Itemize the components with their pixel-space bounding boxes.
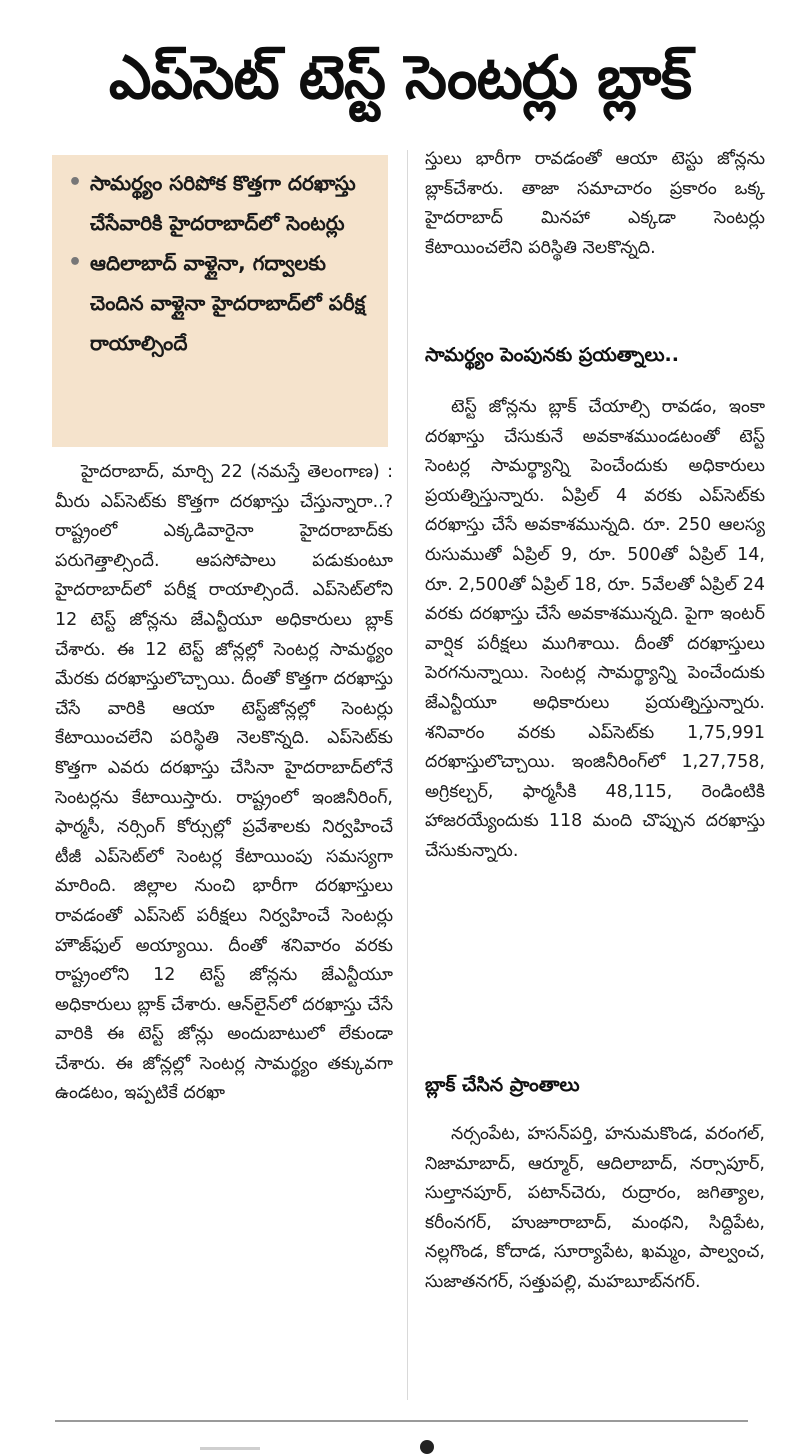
headline: ఎప్‌సెట్ టెస్ట్ సెంటర్లు బ్లాక్ <box>108 43 692 113</box>
capacity-text: టెస్ట్ జోన్లను బ్లాక్ చేయాల్సి రావడం, ఇంకా దరఖాస్తు చేసుకునే అవకాశముండటంతో టెస్ట్ సెంటర్ల సామర్థ్యాన్ని పెంచేందుకు అధికారులు ప్రయత్నిస్తున్నారు. ఏప్రిల్ 4 వరకు ఎప్‌సెట్‌కు దరఖాస్తు చేసే అవకాశమున్నది. రూ. 250 ఆలస్య రుసుముతో ఏప్రిల్ 9, రూ. 500తో ఏప్రిల్ 14, రూ. 2,500తో ఏప్రిల్ 18, రూ. 5వేలతో ఏప్రిల్ 24 వరకు దరఖాస్తు చేసే అవకాశమున్నది. పైగా ఇంటర్ వార్షిక పరీక్షలు ముగిశాయి. దీంతో దరఖాస్తులు పెరగనున్నాయి. సెంటర్ల సామర్థ్యాన్ని పెంచేందుకు జేఎన్టీయూ అధికారులు ప్రయత్నిస్తున్నారు. శనివారం వరకు ఎప్‌సెట్‌కు 1,75,991 దరఖాస్తులొచ్చాయి. ఇంజినీరింగ్‌లో 1,27,758, అగ్రికల్చర్, ఫార్మసీకి 48,115, రెండింటికి హాజరయ్యేందుకు 118 మంది చొప్పున దరఖాస్తు చేసుకున్నారు. <box>425 397 765 861</box>
highlight-text: ఆదిలాబాద్ వాళ్లైనా, గద్వాలకు చెందిన వాళ్లైనా హైదరాబాద్‌లో పరీక్ష రాయాల్సిందే <box>90 251 366 355</box>
left-column-text: హైదరాబాద్, మార్చి 22 (నమస్తే తెలంగాణ) : మీరు ఎప్‌సెట్‌కు కొత్తగా దరఖాస్తు చేస్తున్నారా..? రాష్ట్రంలో ఎక్కడివారైనా హైదరాబాద్‌కు పరుగెత్తాల్సిందే. ఆపసోపాలు పడుకుంటూ హైదరాబాద్‌లో పరీక్ష రాయాల్సిందే. ఎప్‌సెట్‌లోని 12 టెస్ట్ జోన్లను జేఎన్టీయూ అధికారులు బ్లాక్ చేశారు. ఈ 12 టెస్ట్ జోన్లల్లో సెంటర్ల సామర్థ్యం మేరకు దరఖాస్తులొచ్చాయి. దీంతో కొత్తగా దరఖాస్తు చేసే వారికి ఆయా టెస్ట్‌జోన్లల్లో సెంటర్లు కేటాయించలేని పరిస్థితి నెలకొన్నది. ఎప్‌సెట్‌కు కొత్తగా ఎవరు దరఖాస్తు చేసినా హైదరాబాద్‌లోనే సెంటర్లను కేటాయిస్తారు. రాష్ట్రంలో ఇంజినీరింగ్, ఫార్మసీ, నర్సింగ్ కోర్సుల్లో ప్రవేశాలకు నిర్వహించే టీజీ ఎప్‌సెట్‌లో సెంటర్ల కేటాయింపు సమస్యగా మారింది. జిల్లాల నుంచి భారీగా దరఖాస్తులు రావడంతో ఎప్‌సెట్ పరీక్షలు నిర్వహించే సెంటర్లు హౌజ్‌ఫుల్ అయ్యాయి. దీంతో శనివారం వరకు రాష్ట్రంలోని 12 టెస్ట్ జోన్లను జేఎన్టీయూ అధికారులు బ్లాక్ చేశారు. ఆన్‌లైన్‌లో దరఖాస్తు చేసే వారికి ఈ టెస్ట్ జోన్లు అందుబాటులో లేకుండా చేశారు. ఈ జోన్లల్లో సెంటర్ల సామర్థ్యం తక్కువగా ఉండటం, ఇప్పటికే దరఖా <box>55 462 393 1104</box>
highlight-item <box>66 243 376 363</box>
subhead-capacity: సామర్థ్యం పెంపునకు ప్రయత్నాలు.. <box>425 344 679 366</box>
highlight-item <box>66 163 376 243</box>
right-column-continued <box>425 145 765 315</box>
bullet-icon: • <box>68 170 83 195</box>
bottom-divider <box>55 1420 748 1422</box>
highlight-text: సామర్థ్యం సరిపోక కొత్తగా దరఖాస్తు చేసేవారికి హైదరాబాద్‌లో సెంటర్లు <box>90 171 356 235</box>
blocked-areas-text: నర్సంపేట, హసన్‌పర్తి, హనుమకొండ, వరంగల్, నిజామాబాద్, ఆర్మూర్, ఆదిలాబాద్, నర్సాపూర్, సుల్తానపూర్, పటాన్‌చెరు, రుద్రారం, జగిత్యాల, కరీంనగర్, హుజూరాబాద్, మంథని, సిద్దిపేట, నల్లగొండ, కోదాడ, సూర్యాపేట, ఖమ్మం, పాల్వంచ, సుజాతనగర్, సత్తుపల్లి, మహబూబ్‌నగర్. <box>425 1124 765 1292</box>
right-column-capacity <box>425 393 765 1045</box>
bottom-ornament <box>200 1447 260 1450</box>
left-column <box>55 458 393 1408</box>
bullet-icon: • <box>68 250 83 275</box>
right-column-continued-text: స్తులు భారీగా రావడంతో ఆయా టెస్టు జోన్లను బ్లాక్‌చేశారు. తాజా సమాచారం ప్రకారం ఒక్క హైదరాబాద్ మినహా ఎక్కడా సెంటర్లు కేటాయించలేని పరిస్థితి నెలకొన్నది. <box>425 149 765 258</box>
column-divider <box>407 150 408 1400</box>
subhead-blocked-areas: బ్లాక్ చేసిన ప్రాంతాలు <box>425 1074 580 1096</box>
right-column-blocked-areas <box>425 1120 765 1400</box>
highlights-box <box>52 155 388 447</box>
